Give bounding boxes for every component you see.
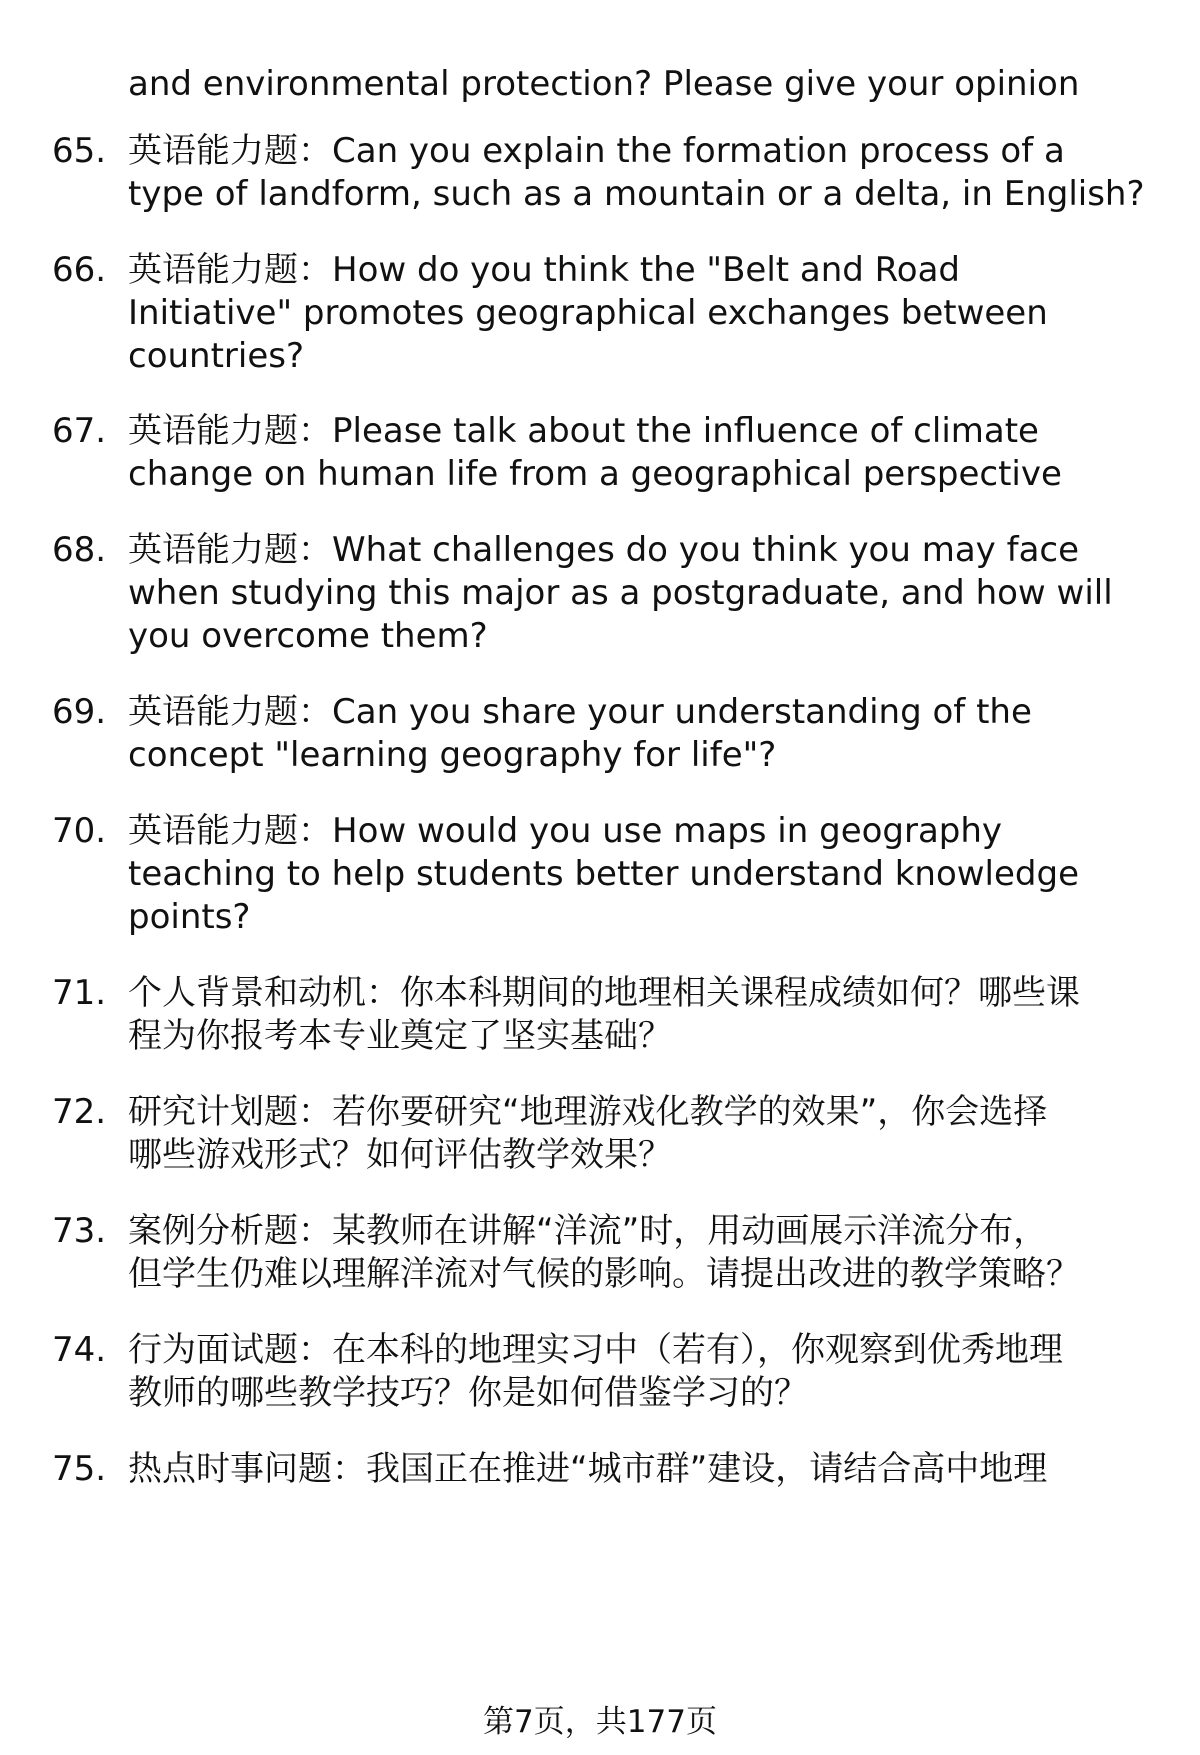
continued-text: and environmental protection? Please give your opinion: [128, 64, 1080, 104]
question-line: 英语能力题：How would you use maps in geography: [128, 811, 1003, 851]
question-line: when studying this major as a postgraduate, and how will: [128, 573, 1113, 613]
question-line: 教师的哪些教学技巧？你是如何借鉴学习的？: [128, 1373, 808, 1413]
question-number: 69.: [52, 692, 107, 732]
question-line: 程为你报考本专业奠定了坚实基础？: [128, 1016, 672, 1056]
question-line: 哪些游戏形式？如何评估教学效果？: [128, 1135, 672, 1175]
question-line: you overcome them?: [128, 616, 488, 656]
question-number: 70.: [52, 811, 107, 851]
question-number: 65.: [52, 131, 107, 171]
question-line: 案例分析题：某教师在讲解“洋流”时，用动画展示洋流分布，: [128, 1211, 1048, 1251]
question-line: 热点时事问题：我国正在推进“城市群”建设，请结合高中地理: [128, 1449, 1048, 1489]
question-line: type of landform, such as a mountain or a delta, in English?: [128, 174, 1145, 214]
question-line: teaching to help students better understand knowledge: [128, 854, 1080, 894]
question-line: countries?: [128, 336, 305, 376]
question-line: 英语能力题：What challenges do you think you may face: [128, 530, 1080, 570]
question-number: 72.: [52, 1092, 107, 1132]
question-line: 英语能力题：Can you explain the formation process of a: [128, 131, 1065, 171]
question-number: 75.: [52, 1449, 107, 1489]
question-number: 66.: [52, 250, 107, 290]
question-line: concept "learning geography for life"?: [128, 735, 777, 775]
question-line: change on human life from a geographical perspective: [128, 454, 1062, 494]
question-number: 71.: [52, 973, 107, 1013]
question-number: 74.: [52, 1330, 107, 1370]
question-line: 研究计划题：若你要研究“地理游戏化教学的效果”，你会选择: [128, 1092, 1048, 1132]
question-line: 英语能力题：Please talk about the influence of climate: [128, 411, 1039, 451]
question-line: Initiative" promotes geographical exchanges between: [128, 293, 1048, 333]
question-line: 英语能力题：How do you think the "Belt and Road: [128, 250, 960, 290]
question-number: 73.: [52, 1211, 107, 1251]
question-line: 个人背景和动机：你本科期间的地理相关课程成绩如何？哪些课: [128, 973, 1080, 1013]
question-number: 67.: [52, 411, 107, 451]
question-line: 行为面试题：在本科的地理实习中（若有），你观察到优秀地理: [128, 1330, 1063, 1370]
question-line: points?: [128, 897, 251, 937]
question-line: 但学生仍难以理解洋流对气候的影响。请提出改进的教学策略？: [128, 1254, 1080, 1294]
page-footer: 第7页，共177页: [483, 1704, 717, 1740]
question-number: 68.: [52, 530, 107, 570]
question-line: 英语能力题：Can you share your understanding of the: [128, 692, 1032, 732]
